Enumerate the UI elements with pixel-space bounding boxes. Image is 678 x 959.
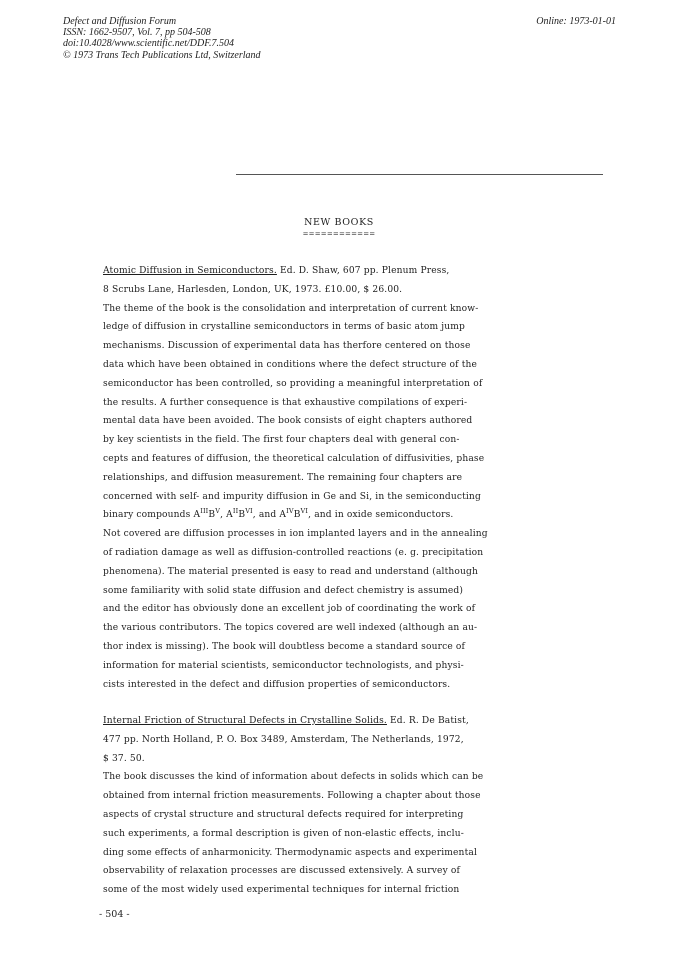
book1-line: relationships, and diffusion measurement. The remaining four chapters are <box>103 472 463 483</box>
compounds-separator: , A <box>220 510 233 521</box>
issn-line: ISSN: 1662-9507, Vol. 7, pp 504-508 <box>63 27 211 39</box>
book2-line: ding some effects of anharmonicity. Thermodynamic aspects and experimental <box>103 847 478 858</box>
element-b: B <box>293 510 301 521</box>
book1-line: concerned with self- and impurity diffusion in Ge and Si, in the semiconducting <box>103 491 481 502</box>
book2-citation-3: $ 37. 50. <box>103 753 145 764</box>
element-b: B <box>238 510 246 521</box>
superscript: II <box>232 507 239 516</box>
book1-line: some familiarity with solid state diffusion and defect chemistry is assumed) <box>103 585 464 596</box>
book2-line: observability of relaxation processes are discussed extensively. A survey of <box>103 866 461 877</box>
compounds-prefix: binary compounds A <box>103 510 201 521</box>
book2-citation-2: 477 pp. North Holland, P. O. Box 3489, Amsterdam, The Netherlands, 1972, <box>103 734 464 745</box>
book2-title: Internal Friction of Structural Defects in Crystalline Solids. <box>103 716 387 726</box>
superscript: III <box>200 507 209 516</box>
section-title: NEW BOOKS <box>304 217 374 228</box>
element-b: B <box>208 510 216 521</box>
superscript: VI <box>300 507 309 516</box>
book1-line: cists interested in the defect and diffusion properties of semiconductors. <box>103 679 451 690</box>
journal-header <box>63 16 261 61</box>
book1-title: Atomic Diffusion in Semiconductors. <box>103 266 277 276</box>
book2-citation-line-1 <box>103 712 573 731</box>
book1-citation-line-1 <box>103 262 573 281</box>
compounds-suffix: , and in oxide semiconductors. <box>308 510 454 521</box>
doi-line[interactable]: doi:10.4028/www.scientific.net/DDF.7.504 <box>63 38 235 50</box>
book-review-1 <box>103 262 573 694</box>
book1-line: phenomena). The material presented is easy to read and understand (although <box>103 566 479 577</box>
online-date: Online: 1973-01-01 <box>536 16 616 27</box>
superscript: VI <box>245 507 253 516</box>
book1-citation-1: Ed. D. Shaw, 607 pp. Plenum Press, <box>276 266 450 276</box>
book2-citation-1: Ed. R. De Batist, <box>386 716 469 726</box>
book1-line: information for material scientists, semiconductor technologists, and physi- <box>103 660 464 671</box>
book1-line: the results. A further consequence is that exhaustive compilations of experi- <box>103 397 468 408</box>
book2-line: such experiments, a formal description is given of non-elastic effects, inclu- <box>103 828 464 839</box>
book2-line: The book discusses the kind of information about defects in solids which can be <box>103 772 484 783</box>
book1-line: The theme of the book is the consolidation and interpretation of current know- <box>103 303 479 314</box>
compounds-separator: , and A <box>252 510 287 521</box>
book1-line: data which have been obtained in conditions where the defect structure of the <box>103 359 478 370</box>
book2-line: obtained from internal friction measurements. Following a chapter about those <box>103 791 481 802</box>
superscript: IV <box>286 507 294 516</box>
page-number: - 504 - <box>99 909 130 920</box>
book1-line: of radiation damage as well as diffusion-controlled reactions (e. g. precipitation <box>103 547 484 558</box>
book1-compounds-line <box>103 506 573 525</box>
book1-line: cepts and features of diffusion, the theoretical calculation of diffusivities, phase <box>103 453 485 464</box>
book1-line: Not covered are diffusion processes in ion implanted layers and in the annealing <box>103 529 488 540</box>
book1-line: the various contributors. The topics covered are well indexed (although an au- <box>103 623 478 634</box>
book1-line: mechanisms. Discussion of experimental data has therfore centered on those <box>103 341 471 352</box>
book2-line: some of the most widely used experimental techniques for internal friction <box>103 885 460 896</box>
journal-name: Defect and Diffusion Forum <box>63 16 177 27</box>
superscript: V <box>215 507 221 516</box>
book1-line: and the editor has obviously done an excellent job of coordinating the work of <box>103 604 476 615</box>
book1-line: ledge of diffusion in crystalline semiconductors in terms of basic atom jump <box>103 322 466 333</box>
book2-line: aspects of crystal structure and structural defects required for interpreting <box>103 809 464 820</box>
book1-line: by key scientists in the field. The first four chapters deal with general con- <box>103 435 460 446</box>
section-title-underline: ============ <box>302 230 376 238</box>
book1-citation-2: 8 Scrubs Lane, Harlesden, London, UK, 1973. £10.00, $ 26.00. <box>103 284 403 295</box>
copyright-line: © 1973 Trans Tech Publications Ltd, Switzerland <box>63 49 261 61</box>
book-review-2 <box>103 712 573 900</box>
book1-line: semiconductor has been controlled, so providing a meaningful interpretation of <box>103 378 483 389</box>
book1-line: thor index is missing). The book will doubtless become a standard source of <box>103 641 466 652</box>
book1-line: mental data have been avoided. The book consists of eight chapters authored <box>103 416 473 427</box>
top-rule <box>236 174 603 175</box>
